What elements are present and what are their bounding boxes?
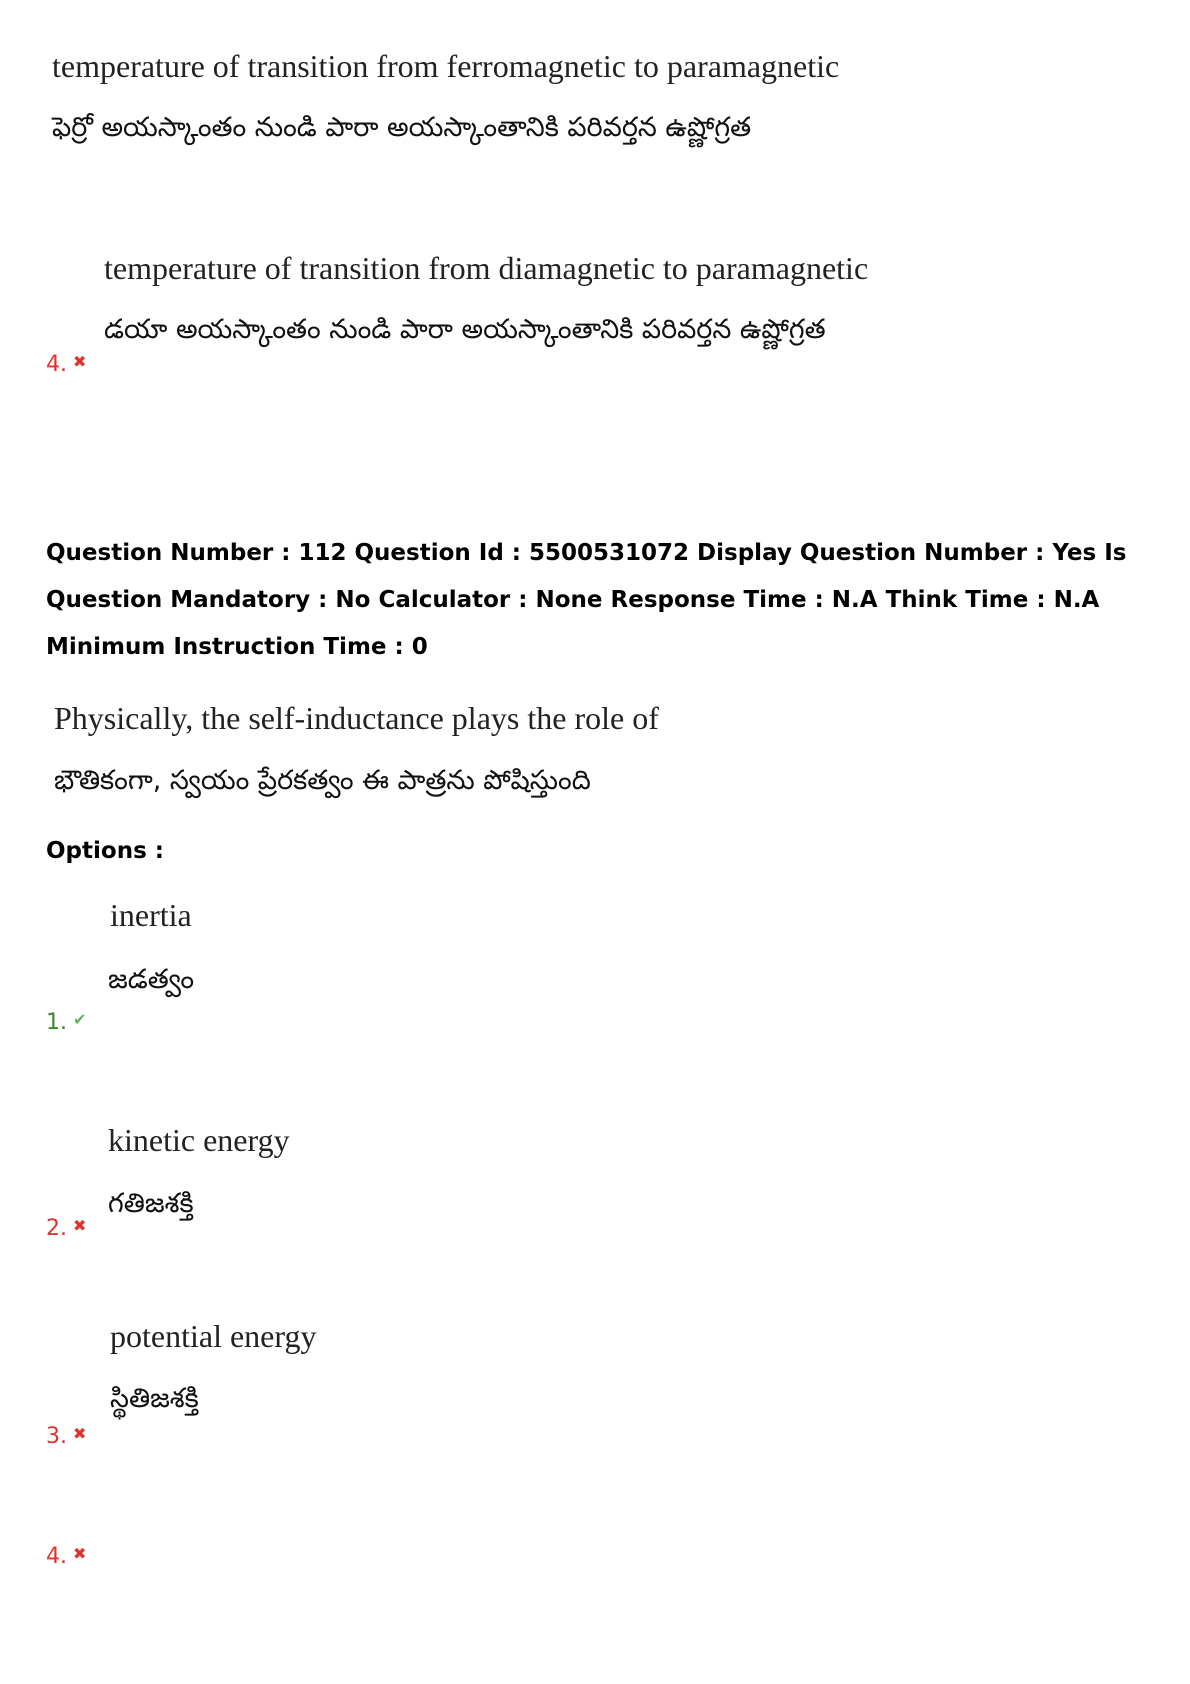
option-2-text-en: kinetic energy [108, 1122, 290, 1158]
question-stem-te: భౌతికంగా, స్వయం ప్రేరకత్వం ఈ పాత్రను పోషిస్తుంది [54, 765, 591, 796]
option-1-text-te: జడత్వం [108, 964, 195, 995]
option-1-text-en: inertia [110, 897, 192, 933]
cross-icon: ✖ [73, 1544, 87, 1563]
question-stem-en: Physically, the self-inductance plays the role of [54, 700, 659, 736]
option-1-label: 1. [46, 1010, 67, 1035]
prev-option-4-text-te: డయా అయస్కాంతం నుండి పారా అయస్కాంతానికి పరివర్తన ఉష్ణోగ్రత [104, 314, 826, 345]
prev-question-stem-te: ఫెర్రో అయస్కాంతం నుండి పారా అయస్కాంతానికి పరివర్తన ఉష్ణోగ్రత [52, 112, 752, 143]
check-icon: ✔ [73, 1010, 87, 1029]
option-1-number [46, 1010, 86, 1035]
prev-option-4-label: 4. [46, 352, 67, 377]
option-2-number [46, 1216, 86, 1241]
question-meta: Question Number : 112 Question Id : 5500531072 Display Question Number : Yes Is Question Mandatory : No Calculator : None Response Time : N.A Think Time : N.A Minimum Instruction Time : 0 [46, 540, 1127, 660]
option-3-number [46, 1424, 86, 1449]
prev-question-stem-en: temperature of transition from ferromagnetic to paramagnetic [52, 48, 840, 84]
option-4-number [46, 1544, 86, 1569]
cross-icon: ✖ [73, 1424, 87, 1443]
prev-option-4-text-en: temperature of transition from diamagnetic to paramagnetic [104, 250, 869, 286]
option-3-label: 3. [46, 1424, 67, 1449]
option-2-label: 2. [46, 1216, 67, 1241]
option-4-label: 4. [46, 1544, 67, 1569]
option-3-text-te: స్థితిజశక్తి [110, 1383, 199, 1414]
prev-option-4-number [46, 352, 86, 377]
cross-icon: ✖ [73, 1216, 87, 1235]
option-3-text-en: potential energy [110, 1318, 317, 1354]
option-2-text-te: గతిజశక్తి [108, 1188, 194, 1219]
cross-icon: ✖ [73, 352, 87, 371]
options-label: Options : [46, 838, 164, 864]
